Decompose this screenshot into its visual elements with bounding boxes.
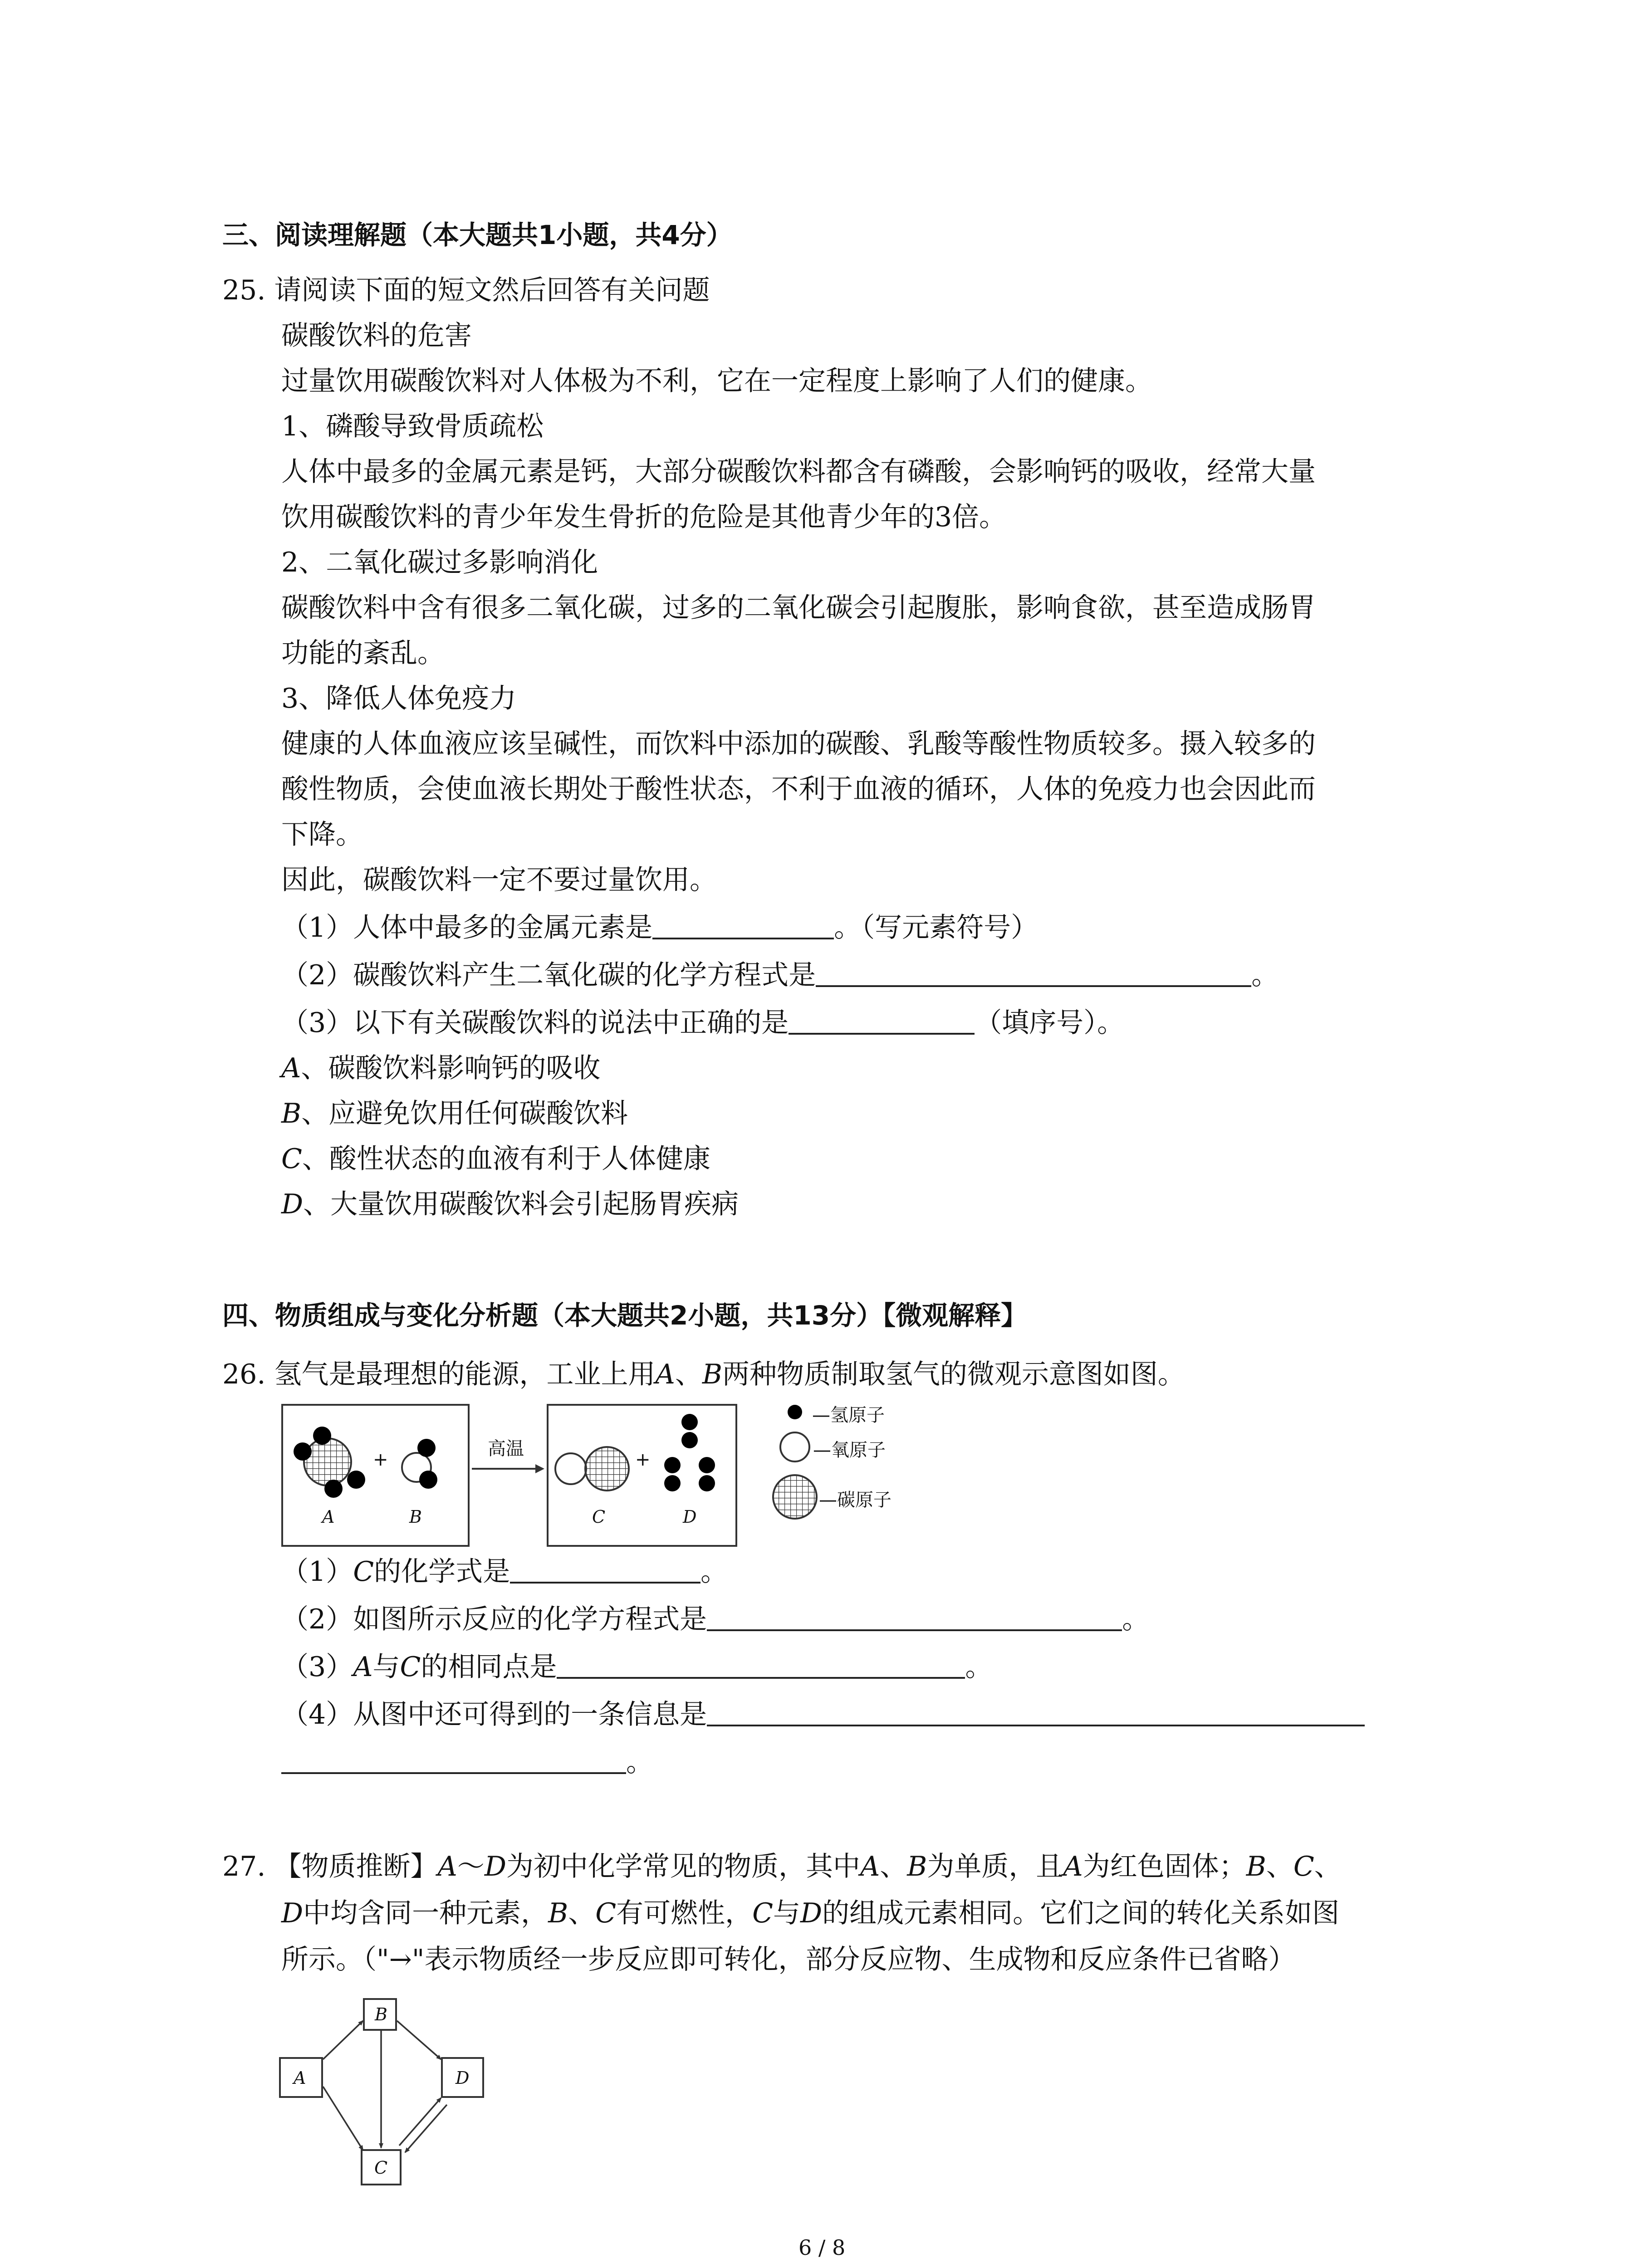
option-letter: D (281, 1188, 304, 1220)
question-text: 。 (1122, 1603, 1150, 1635)
question-text: （1） (281, 1556, 353, 1588)
arrow-b-to-d (397, 2021, 441, 2059)
arrow-c-to-d (399, 2098, 441, 2146)
node-b (363, 1998, 397, 2031)
arrow-a-to-c (323, 2087, 363, 2150)
question-text: 为红色固体； (1083, 1851, 1246, 1882)
option-letter: C (281, 1143, 302, 1175)
option-text: 、应避免饮用任何碳酸饮料 (301, 1098, 628, 1129)
formula-letter: C (400, 1651, 421, 1683)
option-letter: A (281, 1052, 301, 1084)
molecule-label-a: A (322, 1507, 335, 1527)
node-c (361, 2149, 402, 2185)
question-text: 26. 氢气是最理想的能源，工业上用 (222, 1359, 656, 1390)
question-text: 的相同点是 (421, 1651, 557, 1683)
option-text: 、碳酸饮料影响钙的吸收 (301, 1052, 601, 1084)
article-heading-1: 1、磷酸导致骨质疏松 (281, 411, 544, 442)
formula-letter: C (595, 1897, 617, 1929)
formula-letter: B (907, 1851, 927, 1882)
article-paragraph: 酸性物质，会使血液长期处于酸性状态，不利于血液的循环，人体的免疫力也会因此而 (281, 773, 1316, 805)
question-text: （2）碳酸饮料产生二氧化碳的化学方程式是 (281, 959, 816, 991)
question-text: 、 (675, 1359, 702, 1390)
formula-letter: A (1063, 1851, 1083, 1882)
question-text: 的化学式是 (374, 1556, 510, 1588)
formula-letter: D (800, 1897, 823, 1929)
formula-letter: A (353, 1651, 373, 1683)
legend-oxygen-label: —氧原子 (813, 1440, 886, 1461)
question-text: 。 (700, 1556, 728, 1588)
question-text: （4）从图中还可得到的一条信息是 (281, 1699, 707, 1730)
arrow-d-to-c (405, 2105, 447, 2152)
question-text: （填序号）。 (975, 1007, 1125, 1039)
node-label: A (294, 2068, 306, 2088)
formula-letter: D (484, 1851, 506, 1882)
question-text: 为初中化学常见的物质，其中 (506, 1851, 860, 1882)
node-label: C (374, 2158, 388, 2178)
article-title: 碳酸饮料的危害 (281, 320, 472, 352)
reaction-condition: 高温 (488, 1438, 524, 1459)
question-text: 、 (568, 1897, 596, 1929)
question-text: 。 (1251, 959, 1279, 991)
article-paragraph: 饮用碳酸饮料的青少年发生骨折的危险是其他青少年的3倍。 (281, 501, 1007, 533)
option-text: 、大量饮用碳酸饮料会引起肠胃疾病 (303, 1188, 739, 1220)
question-text: ～ (457, 1851, 485, 1882)
article-paragraph: 下降。 (281, 819, 363, 850)
molecule-label-d: D (683, 1507, 697, 1527)
question-text: 与 (372, 1651, 400, 1683)
article-paragraph: 因此，碳酸饮料一定不要过量饮用。 (281, 864, 717, 896)
question-text: 的组成元素相同。它们之间的转化关系如图 (822, 1897, 1340, 1929)
plus-sign: + (373, 1449, 388, 1470)
section-4-title: 四、物质组成与变化分析题（本大题共2小题，共13分）【微观解释】 (222, 1300, 1028, 1331)
question-text: 。 (626, 1746, 653, 1778)
page-number: 6 / 8 (798, 2235, 846, 2260)
formula-letter: A (655, 1359, 675, 1390)
q25-intro: 25. 请阅读下面的短文然后回答有关问题 (222, 274, 710, 306)
question-text: 为单质，且 (927, 1851, 1063, 1882)
formula-letter: B (702, 1359, 722, 1390)
legend-carbon-label: —碳原子 (819, 1490, 892, 1510)
formula-letter: B (548, 1897, 568, 1929)
molecule-label-c: C (592, 1507, 606, 1527)
question-text: 。 (965, 1651, 993, 1683)
question-text: 27. 【物质推断】 (222, 1851, 438, 1882)
q27-line-3: 所示。（"→"表示物质经一步反应即可转化，部分反应物、生成物和反应条件已省略） (281, 1944, 1296, 1975)
node-d (441, 2057, 484, 2098)
arrow-a-to-b (323, 2021, 363, 2059)
node-a (279, 2057, 323, 2098)
node-label: D (456, 2068, 470, 2088)
question-text: （1）人体中最多的金属元素是 (281, 912, 653, 943)
option-letter: B (281, 1098, 302, 1129)
question-text: （2）如图所示反应的化学方程式是 (281, 1603, 707, 1635)
question-text: （3） (281, 1651, 353, 1683)
question-text: 有可燃性， (616, 1897, 753, 1929)
formula-letter: C (752, 1897, 774, 1929)
article-paragraph: 人体中最多的金属元素是钙，大部分碳酸饮料都含有磷酸，会影响钙的吸收，经常大量 (281, 456, 1316, 488)
article-heading-3: 3、降低人体免疫力 (281, 683, 517, 714)
legend-hydrogen-label: —氢原子 (812, 1405, 885, 1426)
formula-letter: A (860, 1851, 880, 1882)
article-paragraph: 健康的人体血液应该呈碱性，而饮料中添加的碳酸、乳酸等酸性物质较多。摄入较多的 (281, 728, 1316, 760)
question-text: 、 (1314, 1851, 1342, 1882)
article-paragraph: 碳酸饮料中含有很多二氧化碳，过多的二氧化碳会引起腹胀，影响食欲，甚至造成肠胃 (281, 592, 1316, 624)
question-text: （3）以下有关碳酸饮料的说法中正确的是 (281, 1007, 789, 1039)
question-text: 中均含同一种元素， (303, 1897, 549, 1929)
article-heading-2: 2、二氧化碳过多影响消化 (281, 547, 598, 578)
option-text: 、酸性状态的血液有利于人体健康 (302, 1143, 710, 1175)
formula-letter: C (353, 1556, 374, 1588)
question-text: 两种物质制取氢气的微观示意图如图。 (722, 1359, 1185, 1390)
formula-letter: A (437, 1851, 457, 1882)
question-text: 、 (1266, 1851, 1293, 1882)
section-3-title: 三、阅读理解题（本大题共1小题，共4分） (222, 220, 733, 250)
article-paragraph: 功能的紊乱。 (281, 637, 445, 669)
question-text: 、 (880, 1851, 907, 1882)
molecule-label-b: B (409, 1507, 422, 1527)
formula-letter: D (281, 1897, 304, 1929)
question-text: 与 (773, 1897, 801, 1929)
formula-letter: C (1293, 1851, 1314, 1882)
question-text: 。（写元素符号） (834, 912, 1038, 943)
plus-sign: + (635, 1449, 651, 1470)
formula-letter: B (1246, 1851, 1266, 1882)
node-label: B (375, 2004, 387, 2024)
article-paragraph: 过量饮用碳酸饮料对人体极为不利，它在一定程度上影响了人们的健康。 (281, 365, 1152, 397)
